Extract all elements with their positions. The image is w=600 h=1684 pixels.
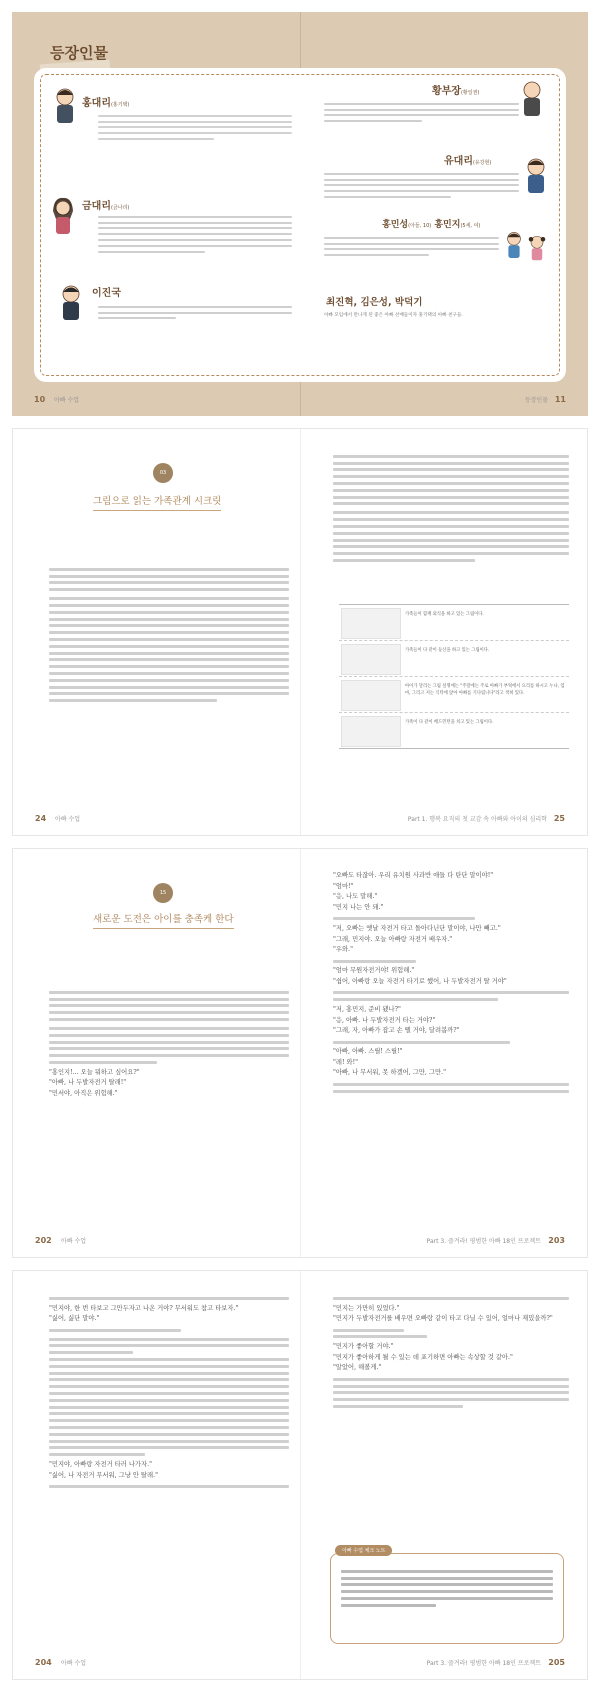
- character-icon-hwang: [519, 80, 545, 120]
- page-number-right: 203: [548, 1236, 565, 1245]
- character-description: 아빠 모임에서 만나게 된 좋은 아빠 선배들이자 홍기택의 아빠 친구들.: [324, 313, 463, 318]
- spread-bike-lesson: [12, 1270, 588, 1680]
- child-drawing-image: [341, 680, 401, 711]
- body-text-left: "민지야, 한 번 타보고 그만두자고 나온 거야? 무서워도 참고 타보자." "싫어, 싫단 말야." "민지야, 아빠랑 자전거 타러 나가자." "싫어, 나 자전거 무서워, 그냥 안 탈래.": [49, 1293, 289, 1492]
- character-icon-geum: [50, 197, 76, 237]
- body-text-right: "민지는 가만히 있었다." "민지가 두발자전거를 배우면 오빠랑 같이 타고 다닐 수 있어, 얼마나 재밌을까?" "민지가 좋아할 거야." "민지가 좋아하게 될 수 있는 데 포기하면 아빠는 속상할 것 같아." "알았어, 해볼게.": [333, 1293, 569, 1412]
- running-footer-right: 등장인물: [524, 397, 548, 404]
- page-number-left: 202: [35, 1236, 52, 1245]
- body-text-left: "홍인지!... 오늘 뭐하고 싶어요?" "아빠, 나 두발자전거 탈래!" "민서야, 아직은 위험해.": [49, 987, 289, 1100]
- gutter: [300, 849, 301, 1257]
- body-text-right: "오빠도 타잖아. 우리 유치원 사과반 애들 다 탄단 말이야!" "엄마!" "응, 나도 말해." "민지 나는 안 돼." "저, 오빠는 옛날 자전거 타고 돌아다닌단 말이야, 나만 빼고." "그래, 민지야. 오늘 아빠랑 자전거 배우자." "우와." "엄마 무원자전거야! 위험해." "쉽어, 아빠랑 오늘 자전거 타기로 했어, 나 두발자전거 탈 거야" "저, 홍민지, 준비 됐나?" "응, 아빠. 나 두발자전거 타는 거야?" "그래, 자, 아빠가 잡고 손 뗄 거야, 달려봅까?" "아빠, 아빠. 스릴! 스릴!" "레! 와!" "아빠, 나 무서워, 못 하겠어, 그만, 그만.": [333, 871, 569, 1096]
- page-number-right: 25: [553, 814, 565, 823]
- character-description: [324, 99, 519, 126]
- child-drawing-image: [341, 644, 401, 675]
- body-text-right: [333, 451, 569, 566]
- character-description: [98, 111, 292, 144]
- drawing-row: 가족들이 다 같이 등산을 하고 있는 그림이다.: [339, 641, 569, 677]
- drawing-row: 아이가 달리는 그림 설명에는 "주말에는 주로 아빠가 부엌에서 요리를 하시고 누나, 엄마, 그리고 저는 식탁에 앉아 아빠를 기다립니다"라고 적혀 있다.: [339, 677, 569, 713]
- running-footer-left: 아빠 수업: [55, 816, 81, 823]
- running-footer-right: Part 1. 행복 요직의 첫 교감 속 아빠와 아이의 심리학: [407, 816, 547, 823]
- check-note-title: 아빠 수업 체크 노트: [335, 1545, 392, 1556]
- character-icon-minji: [527, 234, 547, 264]
- running-footer-left: 아빠 수업: [61, 1660, 87, 1667]
- page-number-right: 11: [554, 395, 566, 404]
- character-name: 황부장(황일권): [432, 86, 480, 97]
- spread-characters: [12, 12, 588, 416]
- drawing-row: 가족이 다 같이 배드민턴을 치고 있는 그림이다.: [339, 713, 569, 748]
- child-drawing-image: [341, 608, 401, 639]
- check-note-box: [330, 1548, 564, 1644]
- page-number-left: 24: [35, 814, 47, 823]
- character-icon-yu: [523, 157, 549, 197]
- spread-family-drawing: [12, 428, 588, 836]
- gutter: [300, 1271, 301, 1679]
- character-name: 최진혁, 김은성, 박덕기: [326, 297, 423, 308]
- drawing-table: [339, 604, 569, 749]
- page-number-right: 205: [548, 1658, 565, 1667]
- character-name: 금대리(금나리): [82, 201, 130, 212]
- character-name: 홍대리(홍기택): [82, 98, 130, 109]
- character-icon-minseong: [503, 230, 525, 262]
- chapter-title: 새로운 도전은 아이를 충족케 한다: [93, 911, 234, 929]
- character-description: [98, 302, 292, 323]
- character-icon-hong: [52, 87, 78, 127]
- character-name: 홍민성(아들, 10) 홍민지(5세, 여): [382, 220, 481, 230]
- child-drawing-image: [341, 716, 401, 747]
- page-number-left: 204: [35, 1658, 52, 1667]
- drawing-row: 가족들이 함께 외식을 하고 있는 그림이다.: [339, 605, 569, 641]
- body-text-left: [49, 564, 289, 706]
- running-footer-right: Part 3. 즐겨라! 평범한 아빠 18인 프로젝트: [426, 1238, 541, 1245]
- character-icon-lee: [58, 284, 84, 324]
- gutter: [300, 429, 301, 835]
- spread-new-challenge: [12, 848, 588, 1258]
- page-number-left: 10: [34, 395, 46, 404]
- running-footer-left: 아빠 수업: [54, 397, 80, 404]
- chapter-title: 그림으로 읽는 가족관계 시크릿: [93, 493, 221, 511]
- chapter-badge: 15: [153, 883, 173, 903]
- section-title: 등장인물: [50, 44, 108, 62]
- character-description: [324, 233, 499, 260]
- character-description: [324, 169, 519, 202]
- character-name: 이진국: [92, 288, 121, 299]
- character-name: 유대리(유강현): [444, 156, 492, 167]
- character-description: [98, 212, 292, 256]
- running-footer-right: Part 3. 즐겨라! 평범한 아빠 18인 프로젝트: [426, 1660, 541, 1667]
- chapter-badge: 03: [153, 463, 173, 483]
- running-footer-left: 아빠 수업: [61, 1238, 87, 1245]
